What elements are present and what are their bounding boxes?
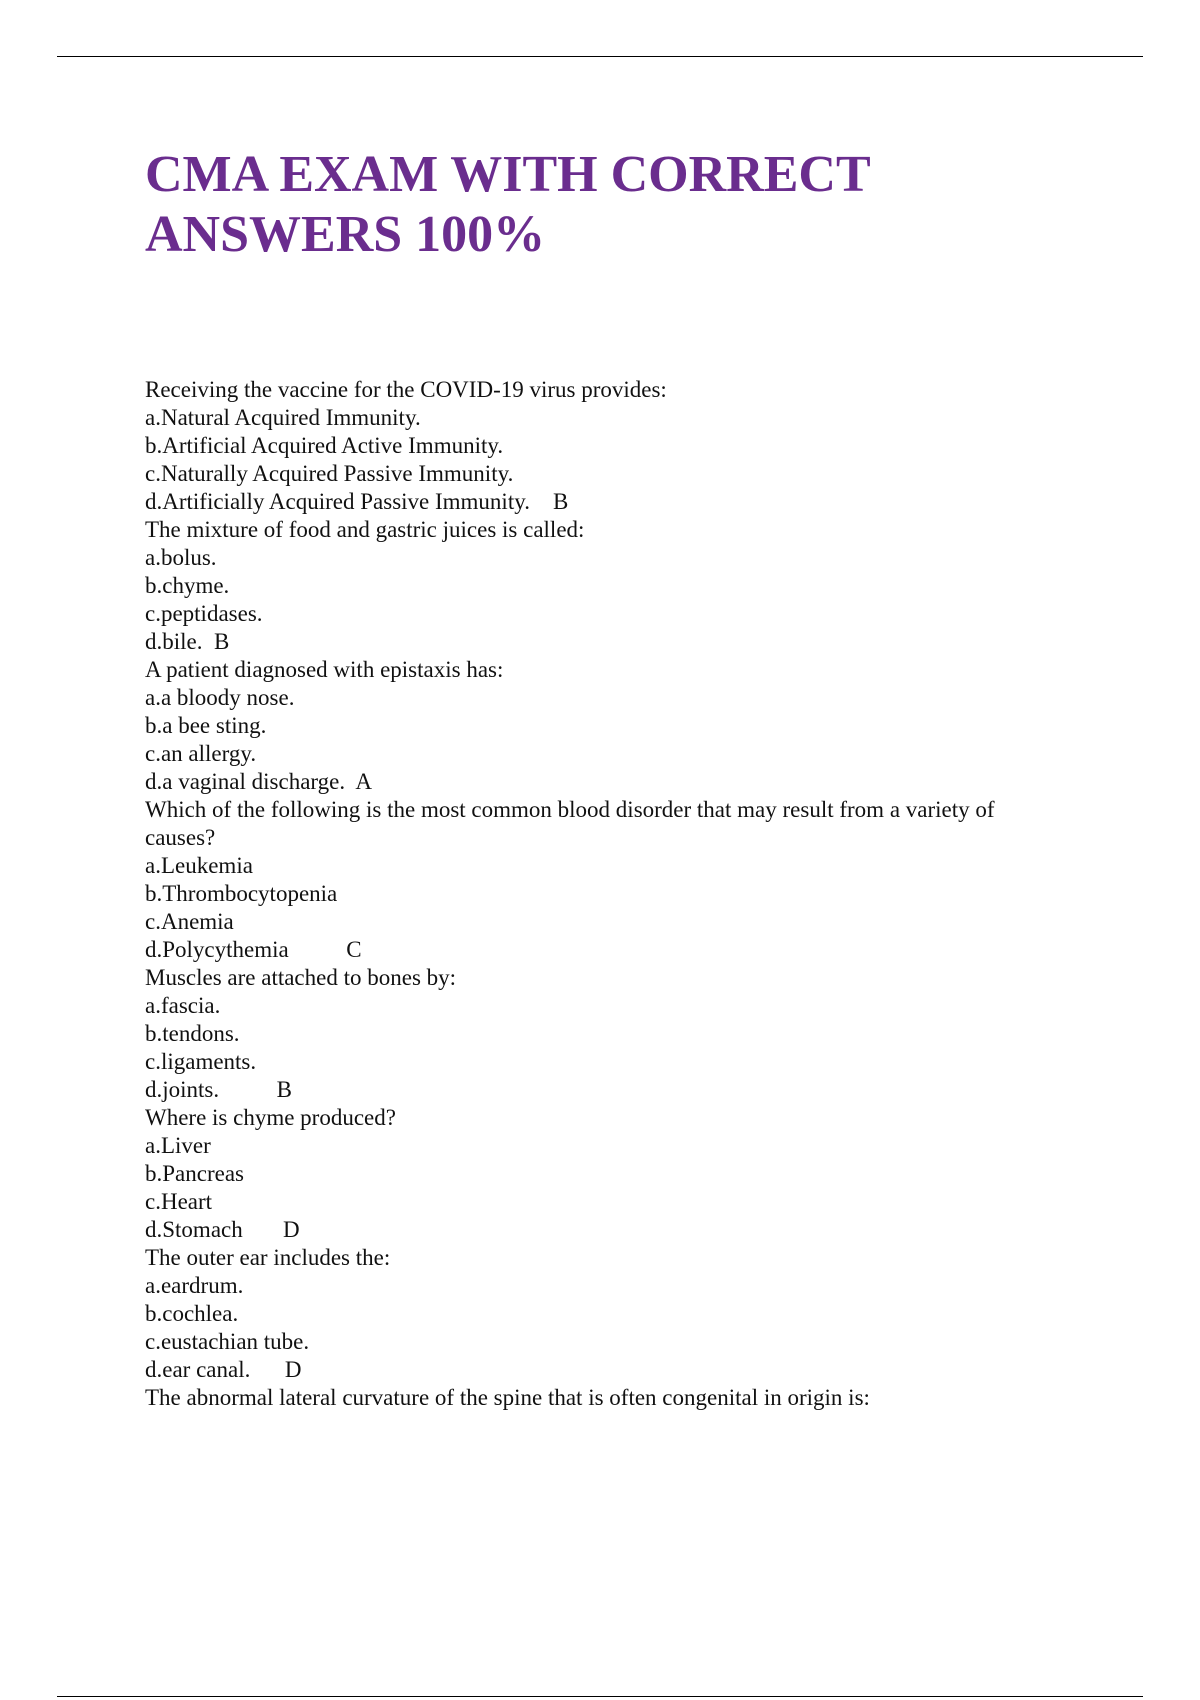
answer-option: b.a bee sting. bbox=[145, 713, 267, 738]
answer-option: a.Leukemia bbox=[145, 853, 253, 878]
answer-option: a.fascia. bbox=[145, 993, 221, 1018]
answer-option: d.joints. B bbox=[145, 1077, 292, 1102]
answer-option: b.Thrombocytopenia bbox=[145, 881, 338, 906]
answer-option: c.eustachian tube. bbox=[145, 1329, 310, 1354]
title-line: ANSWERS 100% bbox=[145, 206, 546, 263]
question-block bbox=[145, 1104, 1065, 1244]
answer-option: c.an allergy. bbox=[145, 741, 257, 766]
document-title bbox=[145, 145, 1105, 265]
answer-option: a.bolus. bbox=[145, 545, 217, 570]
answer-option: a.a bloody nose. bbox=[145, 685, 295, 710]
answer-option: a.Liver bbox=[145, 1133, 211, 1158]
question-block bbox=[145, 656, 1065, 796]
answer-option: d.bile. B bbox=[145, 629, 230, 654]
question-prompt: A patient diagnosed with epistaxis has: bbox=[145, 657, 504, 682]
question-block bbox=[145, 516, 1065, 656]
answer-option: c.Naturally Acquired Passive Immunity. bbox=[145, 461, 514, 486]
question-prompt: The mixture of food and gastric juices is called: bbox=[145, 517, 585, 542]
question-block bbox=[145, 964, 1065, 1104]
question-block bbox=[145, 1384, 1065, 1412]
answer-option: d.Artificially Acquired Passive Immunity. B bbox=[145, 489, 569, 514]
question-prompt: The abnormal lateral curvature of the spine that is often congenital in origin is: bbox=[145, 1385, 870, 1410]
answer-option: d.Stomach D bbox=[145, 1217, 300, 1242]
answer-option: b.Artificial Acquired Active Immunity. bbox=[145, 433, 504, 458]
question-list bbox=[145, 376, 1065, 1412]
answer-option: b.chyme. bbox=[145, 573, 230, 598]
top-rule bbox=[57, 56, 1143, 57]
question-prompt: Muscles are attached to bones by: bbox=[145, 965, 457, 990]
answer-option: b.tendons. bbox=[145, 1021, 240, 1046]
question-block bbox=[145, 376, 1065, 516]
question-block bbox=[145, 796, 1065, 964]
title-line: CMA EXAM WITH CORRECT bbox=[145, 146, 871, 203]
answer-option: d.Polycythemia C bbox=[145, 937, 362, 962]
answer-option: b.Pancreas bbox=[145, 1161, 244, 1186]
answer-option: a.Natural Acquired Immunity. bbox=[145, 405, 421, 430]
answer-option: a.eardrum. bbox=[145, 1273, 244, 1298]
answer-option: d.ear canal. D bbox=[145, 1357, 302, 1382]
question-prompt: Receiving the vaccine for the COVID-19 virus provides: bbox=[145, 377, 667, 402]
answer-option: c.Anemia bbox=[145, 909, 234, 934]
answer-option: d.a vaginal discharge. A bbox=[145, 769, 372, 794]
answer-option: c.ligaments. bbox=[145, 1049, 257, 1074]
question-prompt: causes? bbox=[145, 825, 216, 850]
answer-option: c.peptidases. bbox=[145, 601, 263, 626]
answer-option: b.cochlea. bbox=[145, 1301, 239, 1326]
question-prompt: Where is chyme produced? bbox=[145, 1105, 396, 1130]
answer-option: c.Heart bbox=[145, 1189, 213, 1214]
question-prompt: Which of the following is the most common blood disorder that may result from a variety of bbox=[145, 797, 995, 822]
question-block bbox=[145, 1244, 1065, 1384]
question-prompt: The outer ear includes the: bbox=[145, 1245, 391, 1270]
bottom-rule bbox=[57, 1696, 1143, 1697]
